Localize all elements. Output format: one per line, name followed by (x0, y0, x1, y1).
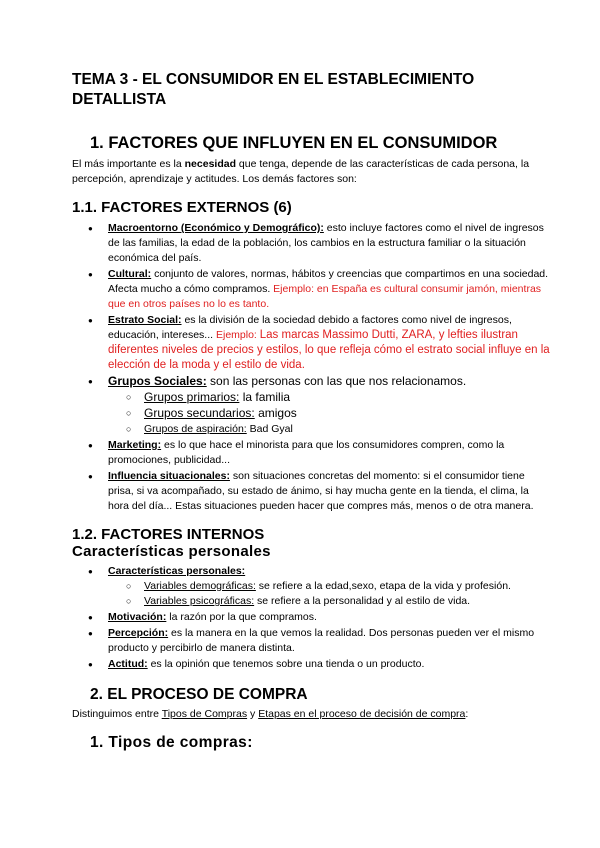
caracteristicas-sublist (108, 579, 550, 609)
desc-estrato-social: es la división de la sociedad debido a factores como nivel de ingresos, educación, intereses... (108, 314, 512, 341)
term-cultural: Cultural: (108, 268, 152, 280)
example-cultural: Ejemplo: en España es cultural consumir jamón, mientras que en otros países no lo es tanto. (108, 283, 542, 310)
externos-list (72, 221, 550, 514)
sublist-item-secundarios (144, 406, 550, 422)
term-macroentorno: Macroentorno (Económico y Demográfico): (108, 222, 324, 234)
desc-motivacion: la razón por la que compramos. (166, 611, 317, 623)
internos-subheading: Características personales (72, 543, 271, 560)
term-grupos-aspiracion: Grupos de aspiración: (144, 423, 247, 435)
term-actitud: Actitud: (108, 658, 148, 670)
list-item-actitud (108, 657, 550, 672)
list-item-marketing (108, 438, 550, 468)
desc-variables-psicograficas: se refiere a la personalidad y al estilo de vida. (254, 595, 471, 607)
sublist-item-psicograficas (144, 594, 550, 609)
example-label-estrato: Ejemplo: (215, 329, 260, 341)
term-grupos-sociales: Grupos Sociales: (108, 374, 207, 388)
desc-influencia: son situaciones concretas del momento: si el consumidor tiene prisa, si va acompañado, su estado de ánimo, si hay mucha gente en la tienda, el clima, la hora del día... Estas situaciones pueden hacer que compres más, menos o de otra manera. (108, 470, 534, 512)
list-item-macroentorno (108, 221, 550, 266)
term-caracteristicas: Características personales: (108, 565, 246, 577)
term-motivacion: Motivación: (108, 611, 167, 623)
term-influencia: Influencia situacionales: (108, 470, 230, 482)
term-grupos-secundarios: Grupos secundarios: (144, 406, 255, 420)
term-estrato-social: Estrato Social: (108, 314, 182, 326)
sublist-item-aspiracion (144, 422, 550, 437)
intro-bold-necesidad: necesidad (184, 158, 236, 170)
externos-heading: 1.1. FACTORES EXTERNOS (6) (72, 199, 292, 216)
desc-grupos-sociales: son las personas con las que nos relacionamos. (206, 374, 467, 388)
s2-term-etapas: Etapas en el proceso de decisión de compra (258, 708, 466, 720)
section-1-heading: 1. FACTORES QUE INFLUYEN EN EL CONSUMIDOR (90, 134, 498, 152)
document-title: TEMA 3 - EL CONSUMIDOR EN EL ESTABLECIMIENTO DETALLISTA (72, 71, 475, 108)
list-item-caracteristicas (108, 564, 550, 609)
term-variables-psicograficas: Variables psicográficas: (144, 595, 255, 607)
desc-grupos-secundarios: amigos (254, 406, 297, 420)
list-item-percepcion (108, 626, 550, 656)
list-item-influencia (108, 469, 550, 514)
term-marketing: Marketing: (108, 439, 162, 451)
example-estrato-social: Las marcas Massimo Dutti, ZARA, y lefties ilustran diferentes niveles de precios y estilos, lo que refleja cómo el estrato social influye en la elección de la moda y el estilo de vida. (108, 329, 550, 371)
sublist-item-demograficas (144, 579, 550, 594)
section-2-intro (72, 707, 550, 722)
intro-text-cont: que tenga, depende de las características de cada persona, la percepción, aprendizaje y actitudes. Los demás factores son: (72, 158, 530, 185)
desc-marketing: es lo que hace el minorista para que los consumidores compren, como la promociones, publicidad... (108, 439, 505, 466)
term-percepcion: Percepción: (108, 627, 169, 639)
s2-intro-text: Distinguimos entre (72, 708, 162, 720)
term-variables-demograficas: Variables demográficas: (144, 580, 256, 592)
desc-macroentorno: esto incluye factores como el nivel de ingresos de las familias, la edad de la población, los cambios en la estructura familiar o la situación económica del país. (108, 222, 544, 264)
desc-grupos-primarios: la familia (239, 390, 291, 404)
term-grupos-primarios: Grupos primarios: (144, 390, 240, 404)
list-item-grupos-sociales (108, 374, 550, 437)
internos-heading: 1.2. FACTORES INTERNOS (72, 526, 265, 543)
tipos-compras-heading: 1. Tipos de compras: (90, 734, 253, 751)
desc-percepcion: es la manera en la que vemos la realidad. Dos personas pueden ver el mismo producto y percibirlo de manera distinta. (108, 627, 535, 654)
desc-variables-demograficas: se refiere a la edad,sexo, etapa de la vida y profesión. (255, 580, 511, 592)
section-2-heading: 2. EL PROCESO DE COMPRA (90, 686, 308, 703)
desc-actitud: es la opinión que tenemos sobre una tienda o un producto. (147, 658, 425, 670)
s2-term-tipos: Tipos de Compras (161, 708, 248, 720)
intro-text: El más importante es la (72, 158, 185, 170)
internos-list (72, 564, 550, 672)
section-1-intro (72, 157, 550, 187)
desc-cultural: conjunto de valores, normas, hábitos y creencias que compartimos en una sociedad. Afecta mucho a cómo compramos. (108, 268, 549, 295)
list-item-motivacion (108, 610, 550, 625)
grupos-sublist (108, 390, 550, 437)
s2-intro-end: : (465, 708, 469, 720)
s2-intro-mid: y (247, 708, 259, 720)
list-item-estrato-social (108, 313, 550, 373)
desc-grupos-aspiracion: Bad Gyal (246, 423, 293, 435)
sublist-item-primarios (144, 390, 550, 406)
list-item-cultural (108, 267, 550, 312)
